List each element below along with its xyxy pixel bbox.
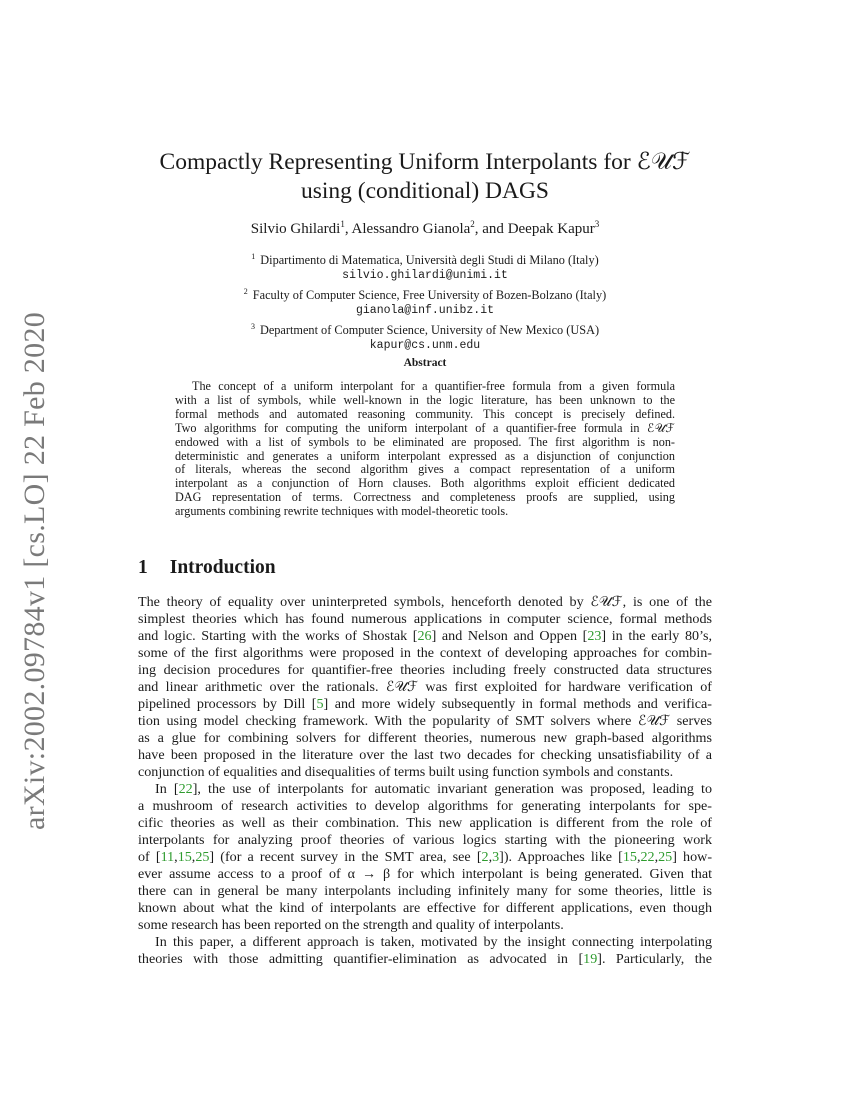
citation-link[interactable]: 26 xyxy=(417,628,432,644)
text-line: formal methods and automated reasoning community. This concept is precisely defined. xyxy=(175,406,675,421)
section-number: 1 xyxy=(138,557,148,578)
author-separator: , xyxy=(344,221,352,237)
author-name: Silvio Ghilardi xyxy=(250,221,341,237)
affiliation xyxy=(0,284,850,303)
text-line: interpolants for analyzing proof theories of various logics starting with the pioneering work xyxy=(138,832,712,848)
text-line: with a list of symbols, while well-known in the logic literature, has been unknown to the xyxy=(175,392,675,407)
text-line: and logic. Starting with the works of Shostak [26] and Nelson and Oppen [23] in the early 80’s, xyxy=(138,628,712,644)
abstract-body xyxy=(175,380,675,519)
section-heading xyxy=(138,557,276,579)
text-line: Two algorithms for computing the uniform interpolant of a quantifier-free formula in ℰ𝒰ℱ xyxy=(175,420,675,435)
title-line-2: using (conditional) DAGS xyxy=(300,178,550,204)
text-line: interpolant as a conjunction of Horn clauses. Both algorithms exploit efficient dedicated xyxy=(175,476,675,491)
paper-title xyxy=(0,148,850,206)
text-line: ever assume access to a proof of α → β for which interpolant is being generated. Given that xyxy=(138,866,712,882)
citation-link[interactable]: 15 xyxy=(622,849,637,865)
affiliation-email[interactable]: gianola@inf.unibz.it xyxy=(355,304,495,318)
text-line: theories with those admitting quantifier-elimination as advocated in [19]. Particularly, the xyxy=(138,951,712,967)
text-line: DAG representation of terms. Correctness and completeness proofs are supplied, using xyxy=(175,490,675,505)
citation-link[interactable]: 22 xyxy=(178,781,193,797)
author-name: Deepak Kapur xyxy=(507,221,595,237)
text-line: some of the first algorithms were proposed in the context of developing approaches for combin- xyxy=(138,645,712,661)
text-line: endowed with a list of symbols to be eliminated are proposed. The first algorithm is non- xyxy=(175,434,675,449)
text-line: The concept of a uniform interpolant for a quantifier-free formula from a given formula xyxy=(192,379,675,393)
citation-link[interactable]: 2 xyxy=(481,849,489,865)
author-mark: 1 xyxy=(340,219,345,229)
affiliation-institution: Dipartimento di Matematica, Università degli Studi di Milano (Italy) xyxy=(260,253,599,268)
text-line: have been proposed in the literature over the last two decades for checking unsatisfiability of a xyxy=(138,747,712,763)
text-line: known about what the kind of interpolants are effective for different applications, even though xyxy=(138,900,712,916)
text-line: and linear arithmetic over the rationals. ℰ𝒰ℱ was first exploited for hardware verification of xyxy=(138,679,712,695)
abstract-heading: Abstract xyxy=(403,357,447,369)
affiliation xyxy=(0,319,850,338)
text-line: tion using model checking framework. With the popularity of SMT solvers where ℰ𝒰ℱ serves xyxy=(138,713,712,729)
affiliation-mark: 2 xyxy=(243,287,248,297)
arxiv-identifier: arXiv:2002.09784v1 [cs.LO] 22 Feb 2020 xyxy=(18,311,51,830)
author-mark: 2 xyxy=(470,219,475,229)
citation-link[interactable]: 22 xyxy=(640,849,655,865)
text-line: In [22], the use of interpolants for automatic invariant generation was proposed, leading to xyxy=(155,781,713,797)
text-line: In this paper, a different approach is taken, motivated by the insight connecting interpolating xyxy=(155,934,712,950)
citation-link[interactable]: 15 xyxy=(177,849,192,865)
text-line: deterministic and generates a uniform interpolant expressed as a disjunction of conjunction xyxy=(175,448,675,463)
text-line: as a glue for combining solvers for different theories, numerous new graph-based algorithms xyxy=(138,730,712,746)
text-line: of [11,15,25] (for a recent survey in the SMT area, see [2,3]). Approaches like [15,22,25] how- xyxy=(138,849,713,865)
text-line: a mushroom of research activities to develop algorithms for generating interpolants for spe- xyxy=(138,798,712,814)
citation-link[interactable]: 5 xyxy=(316,696,324,712)
affiliation-mark: 1 xyxy=(251,252,256,261)
citation-link[interactable]: 25 xyxy=(658,849,673,865)
author-separator: , and xyxy=(474,221,508,237)
author-mark: 3 xyxy=(594,219,600,229)
text-line: cific theories as well as their combination. This new application is different from the role of xyxy=(138,815,712,831)
affiliation-email[interactable]: silvio.ghilardi@unimi.it xyxy=(342,269,508,283)
section-title: Introduction xyxy=(169,557,276,578)
affiliation-institution: Faculty of Computer Science, Free University of Bozen-Bolzano (Italy) xyxy=(252,288,607,303)
text-line: ing decision procedures for quantifier-free theories including freely constructed data structures xyxy=(138,662,712,678)
affiliation-mark: 3 xyxy=(250,322,255,332)
affiliation-institution: Department of Computer Science, University of New Mexico (USA) xyxy=(259,323,600,338)
citation-link[interactable]: 19 xyxy=(583,951,598,967)
author-name: Alessandro Gianola xyxy=(351,221,471,237)
title-line-1: Compactly Representing Uniform Interpolants for ℰ𝒰ℱ xyxy=(159,149,691,175)
author-list xyxy=(0,219,850,238)
text-line: some research has been reported on the strength and quality of interpolants. xyxy=(138,917,564,933)
citation-link[interactable]: 11 xyxy=(160,849,175,865)
affiliation xyxy=(0,249,850,268)
citation-link[interactable]: 3 xyxy=(492,849,500,865)
section-body xyxy=(138,594,712,968)
text-line: arguments combining rewrite techniques with model-theoretic tools. xyxy=(175,504,509,519)
text-line: The theory of equality over uninterpreted symbols, henceforth denoted by ℰ𝒰ℱ, is one of the xyxy=(138,594,712,610)
citation-link[interactable]: 25 xyxy=(195,849,210,865)
text-line: of literals, whereas the second algorithm gives a compact representation of a uniform xyxy=(175,462,675,477)
text-line: pipelined processors by Dill [5] and more widely subsequently in formal methods and verifica- xyxy=(138,696,712,712)
text-line: conjunction of equalities and disequalities of terms built using function symbols and constants. xyxy=(138,764,674,780)
citation-link[interactable]: 23 xyxy=(587,628,602,644)
text-line: simplest theories which has found numerous applications in computer science, formal methods xyxy=(138,611,712,627)
affiliation-email[interactable]: kapur@cs.unm.edu xyxy=(369,339,481,353)
text-line: there can in general be many interpolants including infinitely many for some theories, little is xyxy=(138,883,712,899)
affiliations xyxy=(0,249,850,354)
